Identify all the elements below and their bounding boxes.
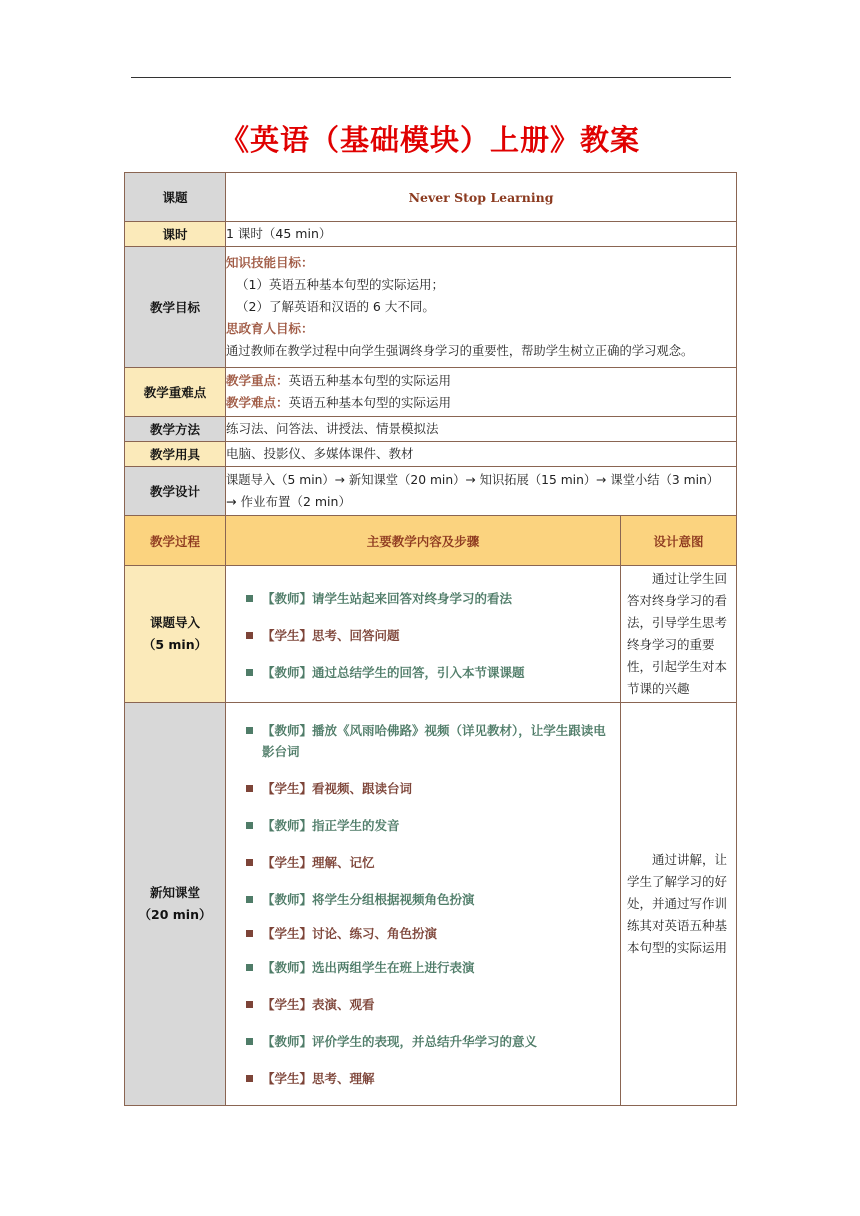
square-bullet-icon — [246, 727, 253, 734]
methods-value: 练习法、问答法、讲授法、情景模拟法 — [226, 417, 737, 442]
row-goals — [125, 247, 737, 368]
stage-new-name: 新知课堂 — [149, 885, 200, 900]
process-header-intent: 设计意图 — [621, 516, 737, 566]
difficult-heading: 教学难点： — [226, 395, 289, 410]
lesson-plan-table — [124, 172, 737, 1106]
square-bullet-icon — [246, 595, 253, 602]
row-hours — [125, 222, 737, 247]
goals-knowledge-item-1: （1）英语五种基本句型的实际运用； — [236, 277, 444, 292]
square-bullet-icon — [246, 632, 253, 639]
square-bullet-icon — [246, 896, 253, 903]
stage-intro-name: 课题导入 — [149, 615, 200, 630]
goals-content — [226, 247, 737, 368]
row-tools — [125, 442, 737, 467]
lesson-title: Never Stop Learning — [226, 173, 737, 222]
list-item: 【教师】将学生分组根据视频角色扮演 — [246, 889, 610, 910]
row-topic — [125, 173, 737, 222]
list-item: 【教师】请学生站起来回答对终身学习的看法 — [246, 588, 610, 609]
goals-ideology-text: 通过教师在教学过程中向学生强调终身学习的重要性，帮助学生树立正确的学习观念。 — [226, 344, 694, 358]
stage-intro — [125, 566, 226, 703]
document-title: 《英语（基础模块）上册》教案 — [219, 123, 640, 157]
goals-knowledge-heading: 知识技能目标： — [226, 255, 314, 270]
list-item: 【教师】评价学生的表现，并总结升华学习的意义 — [246, 1031, 610, 1052]
list-item: 【学生】表演、观看 — [246, 994, 610, 1015]
keypoints-label: 教学重难点 — [125, 368, 226, 417]
square-bullet-icon — [246, 859, 253, 866]
square-bullet-icon — [246, 822, 253, 829]
topic-label: 课题 — [125, 173, 226, 222]
square-bullet-icon — [246, 964, 253, 971]
list-item: 【教师】播放《风雨哈佛路》视频（详见教材），让学生跟读电影台词 — [246, 720, 610, 762]
list-item: 【教师】通过总结学生的回答，引入本节课课题 — [246, 662, 610, 683]
difficult-text: 英语五种基本句型的实际运用 — [288, 395, 452, 410]
goals-ideology-heading: 思政育人目标： — [226, 321, 314, 336]
keypoints-content — [226, 368, 737, 417]
goals-label: 教学目标 — [125, 247, 226, 368]
row-design — [125, 467, 737, 516]
row-methods — [125, 417, 737, 442]
stage-row-intro — [125, 566, 737, 703]
list-item: 【学生】思考、理解 — [246, 1068, 610, 1089]
square-bullet-icon — [246, 1075, 253, 1082]
square-bullet-icon — [246, 785, 253, 792]
methods-label: 教学方法 — [125, 417, 226, 442]
stage-new-time: （20 min） — [138, 907, 212, 922]
list-item: 【学生】理解、记忆 — [246, 852, 610, 873]
stage-intro-steps — [226, 566, 621, 703]
list-item: 【学生】讨论、练习、角色扮演 — [246, 923, 610, 944]
stage-intro-time: （5 min） — [142, 637, 208, 652]
stage-intro-intent: 通过让学生回答对终身学习的看法，引导学生思考终身学习的重要性，引起学生对本节课的兴趣 — [621, 566, 737, 703]
square-bullet-icon — [246, 930, 253, 937]
process-header-row — [125, 516, 737, 566]
square-bullet-icon — [246, 669, 253, 676]
design-content — [226, 467, 737, 516]
square-bullet-icon — [246, 1038, 253, 1045]
list-item: 【教师】选出两组学生在班上进行表演 — [246, 957, 610, 978]
row-keypoints — [125, 368, 737, 417]
key-text: 英语五种基本句型的实际运用 — [288, 373, 452, 388]
design-line-2: → 作业布置（2 min） — [226, 494, 351, 509]
tools-value: 电脑、投影仪、多媒体课件、教材 — [226, 442, 737, 467]
design-line-1: 课题导入（5 min）→ 新知课堂（20 min）→ 知识拓展（15 min）→ 课堂小结（3 min） — [226, 473, 720, 487]
list-item: 【学生】看视频、跟读台词 — [246, 778, 610, 799]
square-bullet-icon — [246, 1001, 253, 1008]
process-header-stage: 教学过程 — [125, 516, 226, 566]
stage-new-steps — [226, 703, 621, 1106]
hours-label: 课时 — [125, 222, 226, 247]
process-header-steps: 主要教学内容及步骤 — [226, 516, 621, 566]
list-item: 【教师】指正学生的发音 — [246, 815, 610, 836]
key-heading: 教学重点： — [226, 373, 289, 388]
list-item: 【学生】思考、回答问题 — [246, 625, 610, 646]
tools-label: 教学用具 — [125, 442, 226, 467]
goals-knowledge-item-2: （2）了解英语和汉语的 6 大不同。 — [236, 299, 435, 314]
stage-new-knowledge — [125, 703, 226, 1106]
design-label: 教学设计 — [125, 467, 226, 516]
header-rule — [131, 77, 731, 78]
stage-row-new-knowledge — [125, 703, 737, 1106]
stage-new-intent: 通过讲解，让学生了解学习的好处，并通过写作训练其对英语五种基本句型的实际运用 — [621, 703, 737, 1106]
hours-value: 1 课时（45 min） — [226, 222, 737, 247]
